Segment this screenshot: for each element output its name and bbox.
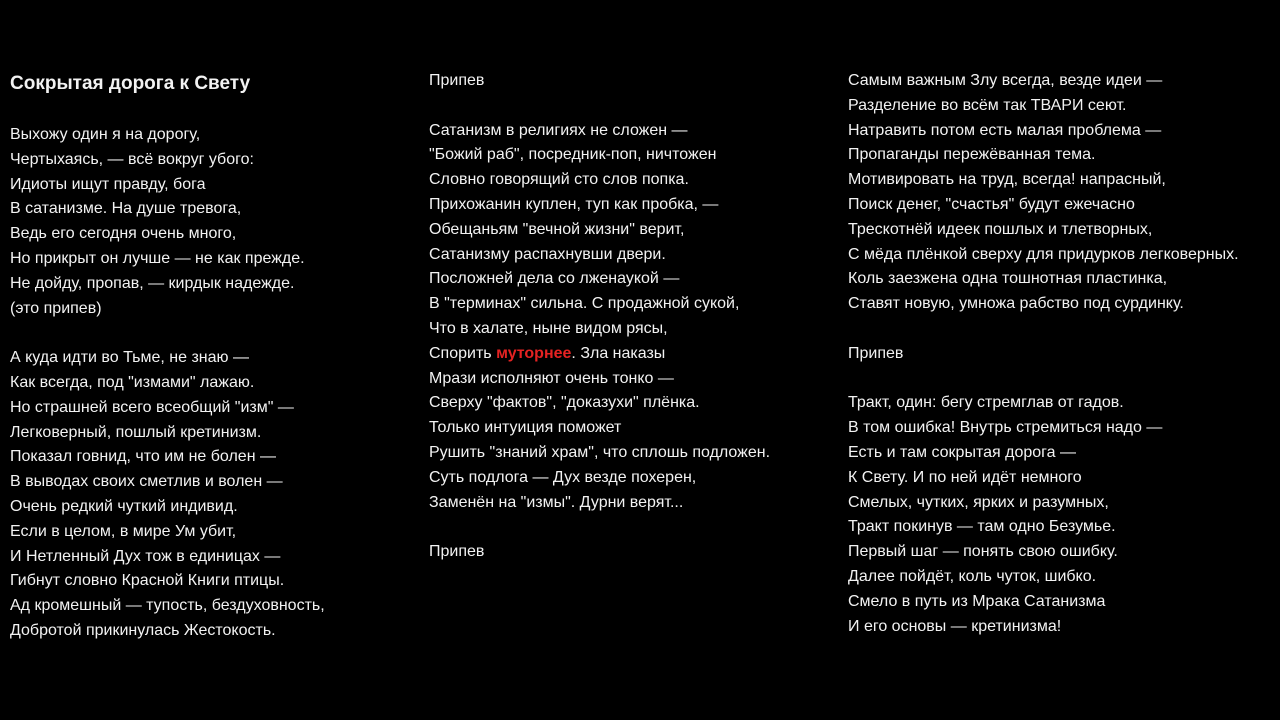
- poem-line: Словно говорящий сто слов попка.: [429, 171, 689, 189]
- poem-line: Очень редкий чуткий индивид.: [10, 497, 238, 515]
- poem-line: Выхожу один я на дорогу,: [10, 126, 201, 143]
- poem-line: Сатанизм в религиях не сложен —: [429, 121, 688, 139]
- blank-line: [848, 367, 1239, 392]
- poem-line: (это припев): [10, 299, 102, 317]
- poem-line: В "терминах" сильна. С продажной сукой,: [429, 295, 740, 313]
- poem-line: Припев: [848, 344, 904, 362]
- poem-line: Сверху "фактов", "доказухи" плёнка.: [429, 394, 700, 412]
- poem-line: Но прикрыт он лучше — не как прежде.: [10, 249, 305, 267]
- poem-line: Идиоты ищут правду, бога: [10, 175, 206, 193]
- poem-lines-column-1: [10, 123, 325, 644]
- blank-line: [429, 94, 770, 119]
- poem-line: Трескотнёй идеек пошлых и тлетворных,: [848, 220, 1153, 238]
- poem-line: "Божий раб", посредник-поп, ничтожен: [429, 146, 717, 164]
- poem-line: Тракт, один: бегу стремглав от гадов.: [848, 394, 1124, 412]
- poem-title: Сокрытая дорога к Свету: [10, 73, 251, 94]
- poem-line: Чертыхаясь, — всё вокруг убого:: [10, 150, 254, 168]
- poem-line: Ад кромешный — тупость, бездуховность,: [10, 597, 325, 615]
- poem-line: Посложней дела со лженаукой —: [429, 270, 680, 288]
- poem-line: Есть и там сокрытая дорога —: [848, 443, 1076, 461]
- poem-line: В сатанизме. На душе тревога,: [10, 200, 242, 218]
- line-text: . Зла наказы: [571, 344, 666, 362]
- poem-line: Но страшней всего всеобщий "изм" —: [10, 398, 294, 416]
- poem-line: Если в целом, в мире Ум убит,: [10, 522, 237, 540]
- poem-line: Припев: [429, 72, 485, 89]
- poem-line: Рушить "знаний храм", что сплошь подложен.: [429, 443, 771, 461]
- blank-line: [848, 317, 1239, 342]
- line-text: Спорить: [429, 344, 497, 362]
- poem-lines-column-3: [848, 69, 1239, 639]
- blank-line: [10, 321, 325, 346]
- poem-line: Только интуиция поможет: [429, 419, 622, 437]
- poem-line: Коль заезжена одна тошнотная пластинка,: [848, 270, 1168, 288]
- poem-line: Далее пойдёт, коль чуток, шибко.: [848, 567, 1097, 585]
- poem-line: Гибнут словно Красной Книги птицы.: [10, 572, 285, 590]
- poem-line: Не дойду, пропав, — кирдык надежде.: [10, 274, 295, 292]
- poem-line: Ставят новую, умножа рабство под сурдинку.: [848, 295, 1184, 313]
- poem-line: [429, 342, 770, 367]
- poem-line: Показал говнид, что им не болен —: [10, 448, 276, 466]
- poem-line: Прихожанин куплен, туп как пробка, —: [429, 195, 719, 213]
- poem-line: Разделение во всём так ТВАРИ сеют.: [848, 96, 1127, 114]
- poem-line: А куда идти во Тьме, не знаю —: [10, 349, 249, 367]
- poem-line: Первый шаг — понять свою ошибку.: [848, 543, 1118, 561]
- poem-line: Самым важным Злу всегда, везде идеи —: [848, 72, 1163, 89]
- poem-line: Пропаганды пережёванная тема.: [848, 146, 1096, 164]
- poem-line: В том ошибка! Внутрь стремиться надо —: [848, 419, 1163, 437]
- poem-line: Мотивировать на труд, всегда! напрасный,: [848, 171, 1166, 189]
- poem-line: Мрази исполняют очень тонко —: [429, 369, 674, 387]
- poem-line: Заменён на "измы". Дурни верят...: [429, 493, 684, 511]
- poem-line: Добротой прикинулась Жестокость.: [10, 621, 276, 639]
- poem-line: В выводах своих сметлив и волен —: [10, 473, 283, 491]
- poem-lines-column-2: [429, 69, 770, 565]
- poem-line: Как всегда, под "измами" лажаю.: [10, 373, 255, 391]
- poem-line: Поиск денег, "счастья" будут ежечасно: [848, 195, 1135, 213]
- poem-line: Обещаньям "вечной жизни" верит,: [429, 220, 685, 238]
- poem-line: Легковерный, пошлый кретинизм.: [10, 423, 262, 441]
- blank-line: [429, 515, 770, 540]
- poem-line: Припев: [429, 543, 485, 561]
- highlighted-word: муторнее: [496, 344, 572, 362]
- poem-line: Ведь его сегодня очень много,: [10, 225, 237, 243]
- poem-line: Смелых, чутких, ярких и разумных,: [848, 493, 1109, 511]
- poem-line: К Свету. И по ней идёт немного: [848, 468, 1082, 486]
- poem-line: Тракт покинув — там одно Безумье.: [848, 518, 1116, 536]
- poem-line: Натравить потом есть малая проблема —: [848, 121, 1162, 139]
- poem-line: Суть подлога — Дух везде похерен,: [429, 468, 697, 486]
- poem-line: Что в халате, ныне видом рясы,: [429, 319, 668, 337]
- poem-line: С мёда плёнкой сверху для придурков легковерных.: [848, 245, 1239, 263]
- poem-line: Смело в путь из Мрака Сатанизма: [848, 592, 1106, 610]
- poem-line: И Нетленный Дух тож в единицах —: [10, 547, 281, 565]
- poem-line: Сатанизму распахнувши двери.: [429, 245, 666, 263]
- poem-line: И его основы — кретинизма!: [848, 617, 1062, 635]
